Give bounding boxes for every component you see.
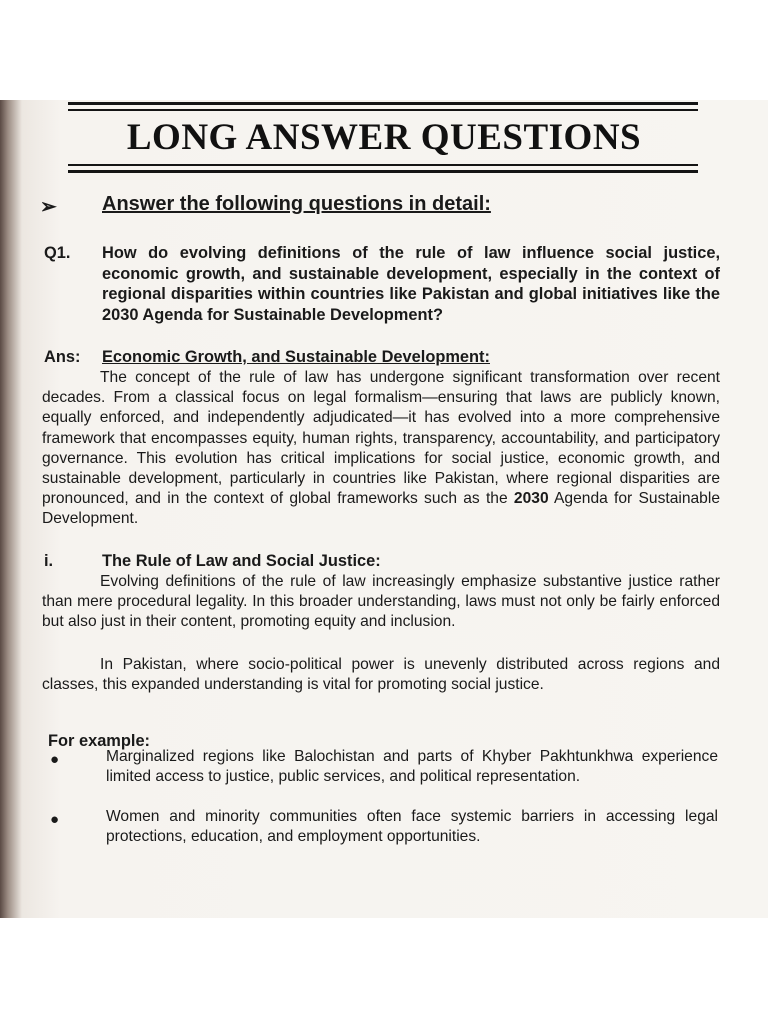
bullet-icon: ●: [50, 811, 60, 828]
answer-paragraph: [42, 368, 720, 530]
answer-paragraph-text: The concept of the rule of law has undergone significant transformation over recent decades. From a classical focus on legal formalism—ensuring that laws are publicly known, equally enforced, and independently adjudicated—it has evolved into a more comprehensive framework that encompasses equity, human rights, transparency, accountability, and participatory governance. This evolution has critical implications for social justice, economic growth, and sustainable development, particularly in countries like Pakistan, where regional disparities are pronounced, and in the context of global frameworks such as the: [42, 369, 720, 508]
bullet-icon: ●: [50, 751, 60, 768]
page-title: LONG ANSWER QUESTIONS: [126, 117, 642, 158]
example-heading: For example:: [48, 732, 151, 750]
bottom-rule-thick: [68, 170, 698, 173]
section-heading: The Rule of Law and Social Justice:: [102, 552, 381, 570]
top-rule-thin: [68, 109, 698, 111]
section-label: i.: [44, 552, 54, 570]
bottom-rule-thin: [68, 164, 698, 166]
agenda-year: 2030: [513, 490, 549, 508]
example-bullet-2: Women and minority communities often face systemic barriers in accessing legal protections, education, and employment opportunities.: [106, 808, 718, 846]
example-bullet-1: Marginalized regions like Balochistan and parts of Khyber Pakhtunkhwa experience limited access to justice, public services, and political representation.: [106, 748, 718, 786]
top-rule-thick: [68, 102, 698, 105]
question-text: How do evolving definitions of the rule of law influence social justice, economic growth, and sustainable development, especially in the context of regional disparities within countries like Pakistan and global initiatives like the 2030 Agenda for Sustainable Development?: [102, 244, 720, 324]
answer-paragraph-end: Agenda for Sustainable Development.: [42, 490, 720, 528]
section-paragraph-1: [42, 572, 720, 633]
section-paragraph-2: [42, 655, 720, 695]
answer-label: Ans:: [44, 348, 81, 366]
section-paragraph-1-text: Evolving definitions of the rule of law increasingly emphasize substantive justice rather than mere procedural legality. In this broader understanding, laws must not only be fairly enforced but also just in their content, promoting equity and inclusion.: [42, 573, 720, 631]
question-label: Q1.: [44, 244, 71, 262]
answer-heading: Economic Growth, and Sustainable Development:: [102, 348, 490, 366]
document-page: [0, 100, 768, 918]
instruction-text: Answer the following questions in detail:: [102, 193, 491, 215]
section-paragraph-2-text: In Pakistan, where socio-political power is unevenly distributed across regions and classes, this expanded understanding is vital for promoting social justice.: [42, 656, 720, 694]
instruction-bullet-icon: ➢: [40, 196, 57, 218]
